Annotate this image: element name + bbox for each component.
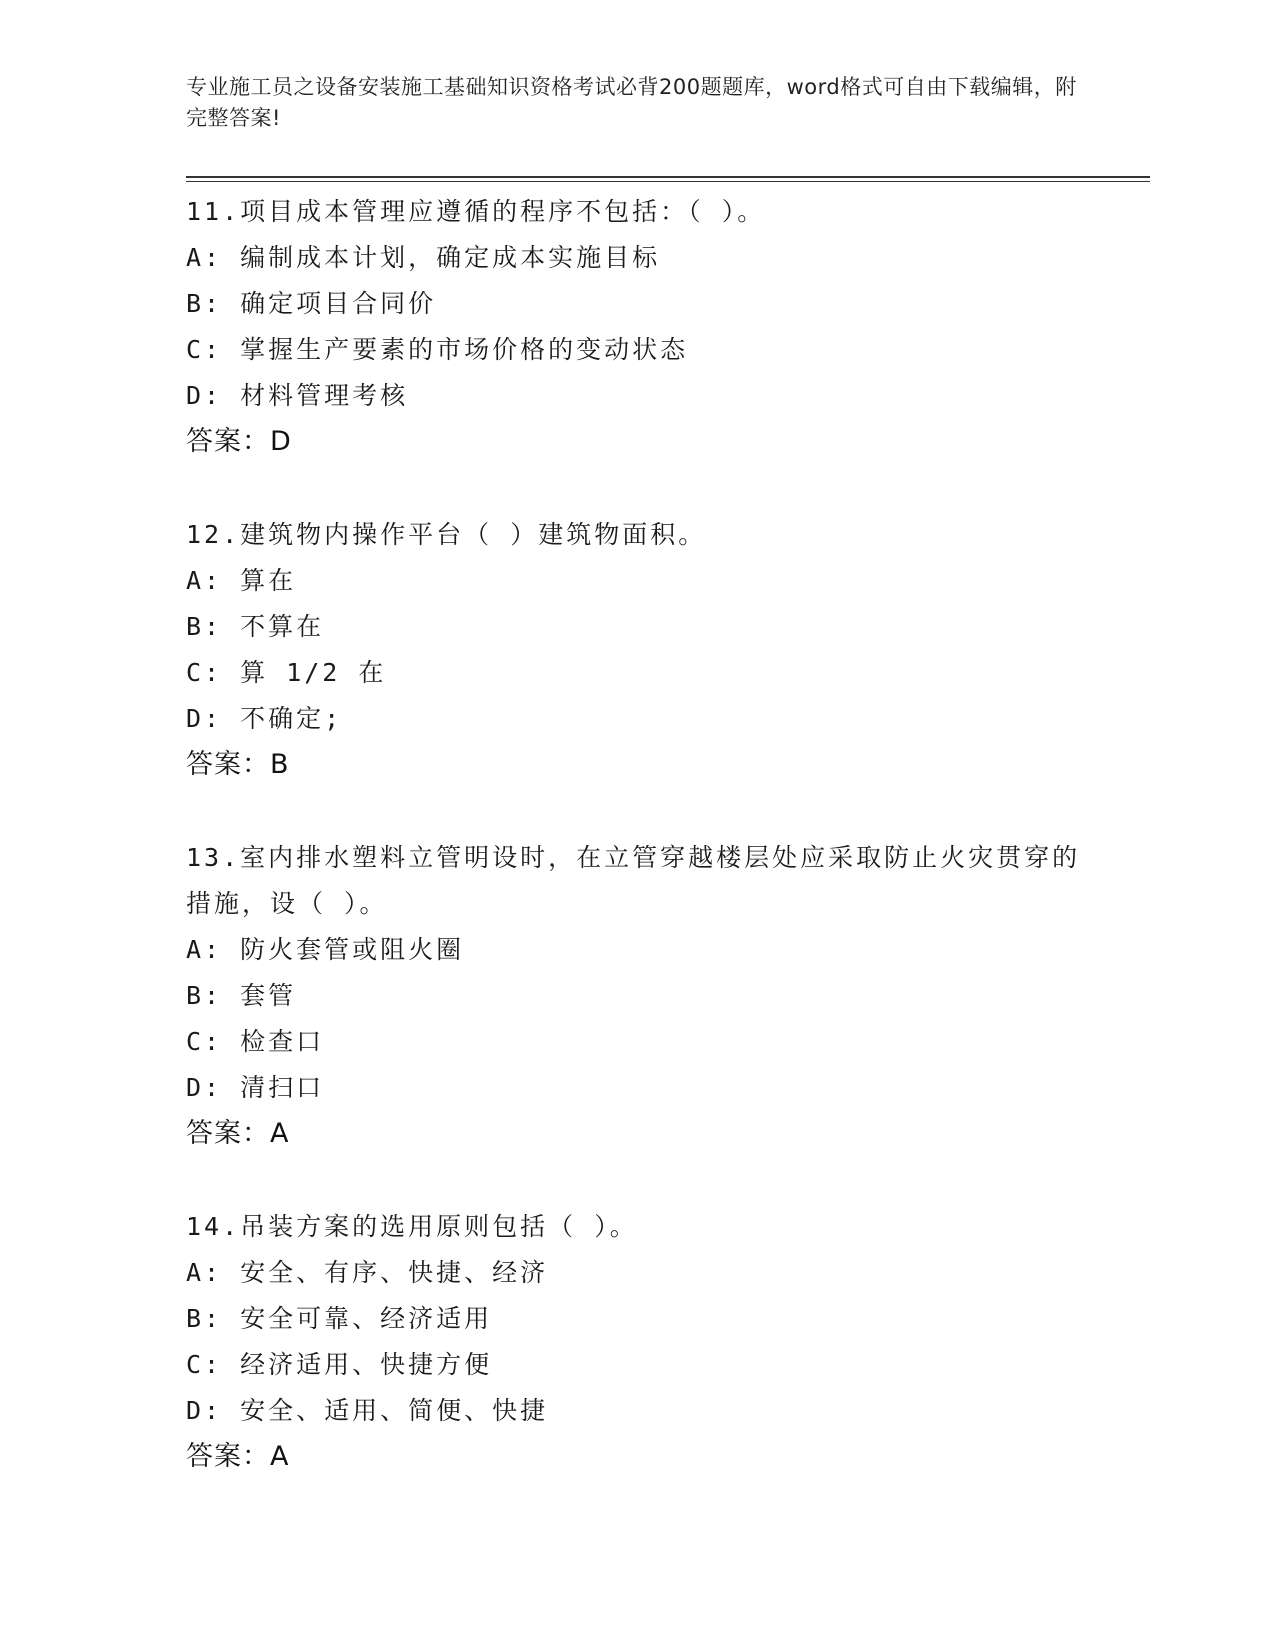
answer-line: 答案：D — [186, 426, 292, 457]
answer-line: 答案：A — [186, 1441, 290, 1472]
option-d: D: 安全、适用、简便、快捷 — [186, 1396, 549, 1425]
question-11 — [186, 189, 1086, 465]
question-list — [186, 189, 1086, 1527]
answer-line: 答案：A — [186, 1118, 290, 1149]
option-b: B: 确定项目合同价 — [186, 289, 437, 318]
question-12 — [186, 512, 1086, 788]
document-header: 专业施工员之设备安装施工基础知识资格考试必背200题题库，word格式可自由下载编辑，附完整答案! — [186, 75, 1077, 130]
option-c: C: 检查口 — [186, 1027, 325, 1056]
header-divider-thin — [186, 181, 1150, 182]
answer-line: 答案：B — [186, 749, 290, 780]
option-c: C: 经济适用、快捷方便 — [186, 1350, 493, 1379]
option-d: D: 不确定; — [186, 704, 343, 733]
option-c: C: 算 1/2 在 — [186, 658, 387, 687]
question-stem: 12.建筑物内操作平台（ ）建筑物面积。 — [186, 520, 707, 549]
option-c: C: 掌握生产要素的市场价格的变动状态 — [186, 335, 689, 364]
option-b: B: 安全可靠、经济适用 — [186, 1304, 493, 1333]
option-b: B: 套管 — [186, 981, 297, 1010]
option-b: B: 不算在 — [186, 612, 325, 641]
option-d: D: 清扫口 — [186, 1073, 325, 1102]
option-a: A: 算在 — [186, 566, 297, 595]
option-d: D: 材料管理考核 — [186, 381, 409, 410]
question-13 — [186, 835, 1086, 1157]
question-stem: 11.项目成本管理应遵循的程序不包括：（ ）。 — [186, 197, 766, 226]
option-a: A: 编制成本计划，确定成本实施目标 — [186, 243, 661, 272]
question-stem: 13.室内排水塑料立管明设时，在立管穿越楼层处应采取防止火灾贯穿的措施，设（ ）。 — [186, 843, 1081, 918]
question-14 — [186, 1204, 1086, 1480]
question-stem: 14.吊装方案的选用原则包括（ ）。 — [186, 1212, 638, 1241]
option-a: A: 防火套管或阻火圈 — [186, 935, 465, 964]
option-a: A: 安全、有序、快捷、经济 — [186, 1258, 549, 1287]
header-divider-thick — [186, 176, 1150, 178]
